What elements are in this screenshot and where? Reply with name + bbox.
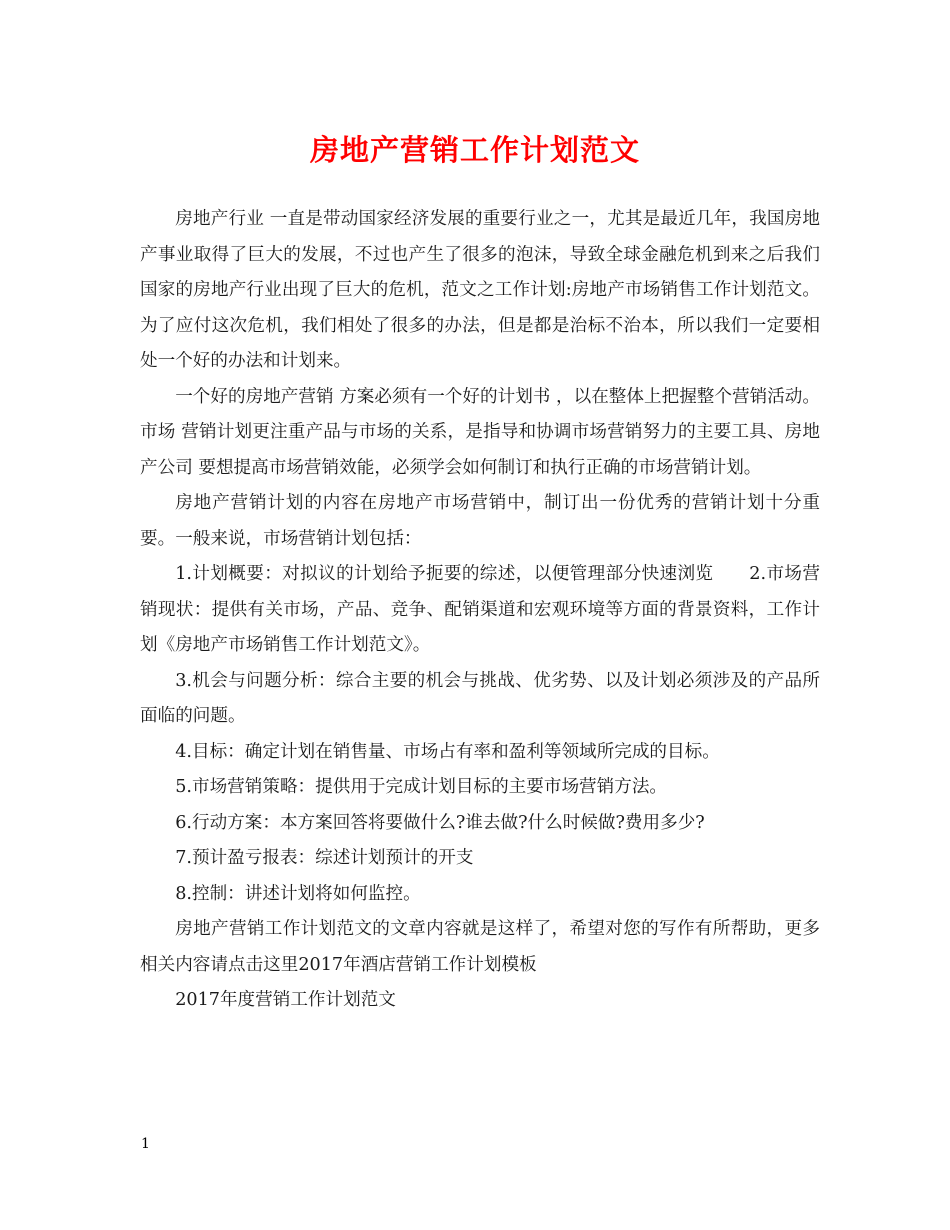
document-body [140,202,820,1019]
list-item-3: 3.机会与问题分析：综合主要的机会与挑战、优劣势、以及计划必须涉及的产品所面临的问题。 [140,670,820,726]
list-item-5: 5.市场营销策略：提供用于完成计划目标的主要市场营销方法。 [175,777,668,797]
paragraph-intro: 房地产行业 一直是带动国家经济发展的重要行业之一，尤其是最近几年，我国房地产事业取得了巨大的发展，不过也产生了很多的泡沫，导致全球金融危机到来之后我们国家的房地产行业出现了巨大的危机，范文之工作计划:房地产市场销售工作计划范文。为了应付这次危机，我们相处了很多的办法，但是都是治标不治本，所以我们一定要相处一个好的办法和计划来。 [140,209,820,371]
list-item-7: 7.预计盈亏报表：综述计划预计的开支 [175,848,474,868]
paragraph-plan-importance: 一个好的房地产营销 方案必须有一个好的计划书 ，以在整体上把握整个营销活动。市场 营销计划更注重产品与市场的关系，是指导和协调市场营销努力的主要工具、房地产公司 要想提高市场营销效能，必须学会如何制订和执行正确的市场营销计划。 [140,386,820,478]
list-item-4: 4.目标：确定计划在销售量、市场占有率和盈利等领域所完成的目标。 [175,741,720,762]
list-item-8: 8.控制：讲述计划将如何监控。 [175,883,421,904]
paragraph-plan-contents: 房地产营销计划的内容在房地产市场营销中，制订出一份优秀的营销计划十分重要。一般来说，市场营销计划包括： [140,493,820,549]
document-title: 房地产营销工作计划范文 [309,133,640,167]
list-item-1-2: 1.计划概要：对拟议的计划给予扼要的综述，以便管理部分快速浏览 2.市场营销现状：提供有关市场，产品、竞争、配销渠道和宏观环境等方面的背景资料，工作计划《房地产市场销售工作计划范文》。 [140,564,820,655]
list-item-6: 6.行动方案：本方案回答将要做什么?谁去做?什么时候做?费用多少? [175,812,705,833]
paragraph-closing: 房地产营销工作计划范文的文章内容就是这样了，希望对您的写作有所帮助，更多相关内容请点击这里2017年酒店营销工作计划模板 [140,919,820,975]
page-number: 1 [141,1136,150,1152]
paragraph-related-link: 2017年度营销工作计划范文 [175,990,396,1010]
